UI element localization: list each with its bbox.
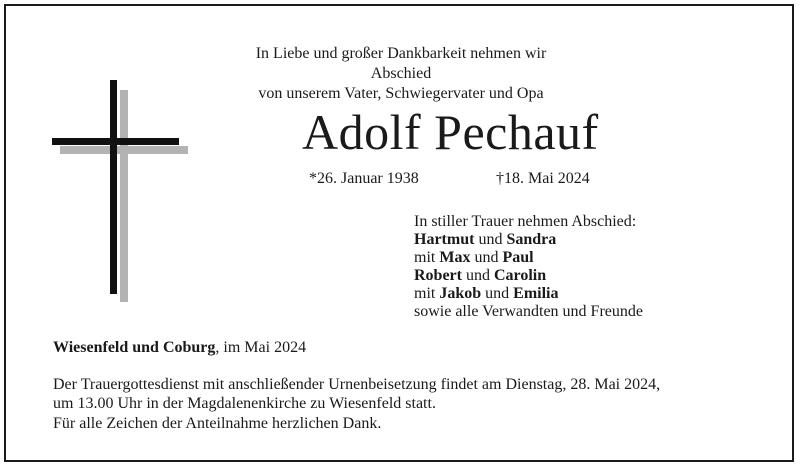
service-info <box>53 375 773 413</box>
intro-text <box>246 44 556 104</box>
mourner-name: Carolin <box>493 267 547 284</box>
cross-shadow-vertical <box>120 90 128 302</box>
death-date: †18. Mai 2024 <box>496 170 590 187</box>
mourner-name: Max <box>439 249 471 266</box>
mourner-name: Sandra <box>506 231 557 248</box>
mourner-line <box>414 231 643 249</box>
mourners-heading: In stiller Trauer nehmen Abschied: <box>414 213 637 230</box>
mourners-block <box>414 213 643 321</box>
deceased-name: Adolf Pechauf <box>302 104 599 160</box>
mourner-prefix: mit <box>414 285 440 302</box>
mourner-line <box>414 285 643 303</box>
mourner-name: Jakob <box>439 285 482 302</box>
mourner-prefix: mit <box>414 249 440 266</box>
birth-date: *26. Januar 1938 <box>309 170 419 187</box>
mourner-line <box>414 267 643 285</box>
mourner-name: Paul <box>502 249 534 266</box>
place-date: , im Mai 2024 <box>215 339 307 356</box>
cross-bar-horizontal <box>52 138 179 145</box>
mourners-closing: sowie alle Verwandten und Freunde <box>414 303 643 320</box>
intro-line-1: In Liebe und großer Dankbarkeit nehmen wir Abschied <box>255 45 547 82</box>
intro-line-2: von unserem Vater, Schwiegervater und Opa <box>258 85 544 102</box>
mourner-name: Hartmut <box>414 231 475 248</box>
mourner-name: Robert <box>414 267 462 284</box>
place-name: Wiesenfeld und Coburg <box>53 339 216 356</box>
mourner-join: und <box>474 231 507 248</box>
mourner-join: und <box>470 249 503 266</box>
mourner-join: und <box>481 285 514 302</box>
mourner-join: und <box>461 267 494 284</box>
service-line-2: um 13.00 Uhr in der Magdalenenkirche zu Wiesenfeld statt. <box>53 395 436 412</box>
place-and-date <box>53 338 306 358</box>
cross-icon <box>52 80 188 304</box>
cross-bar-vertical <box>110 80 117 294</box>
obituary-notice <box>4 4 794 462</box>
cross-shadow-horizontal <box>60 146 188 154</box>
service-line-1: Der Trauergottesdienst mit anschließender Urnenbeisetzung findet am Dienstag, 28. Mai 2024, <box>53 376 661 393</box>
thanks-text: Für alle Zeichen der Anteilnahme herzlichen Dank. <box>53 415 382 432</box>
mourner-name: Emilia <box>513 285 559 302</box>
mourner-line <box>414 249 643 267</box>
